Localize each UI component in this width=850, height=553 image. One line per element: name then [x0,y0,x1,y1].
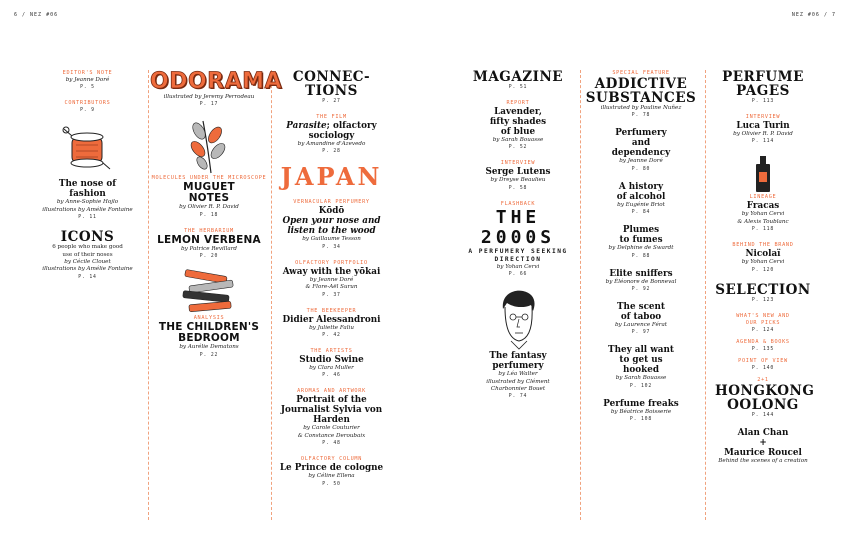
article-title: Elite sniffers [609,268,673,279]
page-number: P. 50 [322,481,341,487]
nose-of-fashion-entry [40,179,135,221]
childrens-bedroom-entry [150,315,268,358]
article-title: The fantasy perfumery [489,351,547,372]
flashback-entry [462,201,574,278]
article-subtitle: Open your nose and listen to the wood [282,216,381,237]
subtitle: A PERFUMERY SEEKING DIRECTION [468,247,568,263]
byline: by Jeanne Doré [309,276,354,283]
addictive-entry [584,70,698,119]
page-number: P. 124 [751,327,775,333]
byline: by Sarah Bouasse [492,137,544,143]
taboo-entry [584,302,698,336]
kicker: MOLECULES UNDER THE MICROSCOPE [151,175,267,182]
byline: by Jeanne Doré [619,158,663,165]
article-title: Didier Alessandroni [282,314,381,325]
article-title: The nose of fashion [58,179,117,200]
kicker: INTERVIEW [500,160,536,167]
article-title: Alan Chan [737,427,789,438]
page-number: P. 9 [80,108,95,114]
section-title: THE 2000S [480,206,556,248]
editors-note-entry [40,70,135,91]
page-number: P. 37 [322,292,341,298]
kicker: BEHIND THE BRAND [732,242,794,249]
column-1 [40,70,135,290]
byline: by Olivier R. P. David [733,131,793,137]
byline: by Cécile Clouet [64,259,111,266]
byline: by Sarah Bouasse [615,375,667,382]
yokai-entry [274,260,389,299]
dependency-entry [584,128,698,172]
kicker: LINEAGE [749,194,777,201]
byline: by Guillaume Tesson [302,236,361,243]
byline: by Dreyse Beaulieu [490,177,546,184]
page-number: P. 48 [322,441,341,447]
byline: by Jeanne Doré [65,77,110,83]
agenda-entry [710,339,816,353]
description: Behind the scenes of a creation [718,457,808,464]
point-of-view-entry [710,358,816,372]
kicker: 2+1 [757,376,769,383]
article-title: Perfumery and dependency [611,128,671,159]
column-divider [148,70,149,520]
running-head-left: 6 / NEZ #06 [14,12,59,18]
kicker: AGENDA & BOOKS [736,338,790,345]
kicker: OLFACTORY PORTFOLIO [295,259,368,266]
page-number: P. 42 [322,333,341,339]
page-number: P. 20 [199,254,219,260]
section-title: ADDICTIVE SUBSTANCES [585,76,697,106]
byline: by Olivier R. P. David [179,204,239,211]
article-title: THE CHILDREN'S BEDROOM [158,321,260,345]
sniffers-entry [584,269,698,293]
kicker: FLASHBACK [500,200,536,207]
hooked-entry [584,345,698,389]
column-6 [710,70,816,474]
column-divider [705,70,706,520]
article-title: Serge Lutens [485,167,551,178]
byline: by Éléonore de Bonneval [605,278,677,285]
page-number: P. 78 [631,113,651,119]
kicker: EDITOR'S NOTE [62,70,113,76]
column-divider [580,70,581,520]
page-number: P. 97 [631,330,651,336]
kicker: VERNACULAR PERFUMERY [293,199,370,206]
lavender-entry [462,100,574,151]
alan-chan-entry [710,428,816,465]
article-title: Le Prince de cologne [279,463,384,474]
japan-entry [274,164,389,190]
odorama-entry [150,69,283,108]
column-5 [584,70,698,432]
article-title: Lavender, fifty shades of blue [489,107,547,137]
article-title: MUGUET NOTES [183,181,235,205]
byline-2: & Alexis Toublanc [737,218,789,225]
fracas-entry [710,194,816,233]
turin-entry [710,114,816,145]
section-title: ODORAMA [150,69,283,94]
kicker: THE FILM [316,114,347,120]
byline: by Béatrice Boisserie [610,408,672,415]
section-title: MAGAZINE [472,69,564,85]
illustrator: illustrations by Amélie Fontaine [42,266,133,273]
page-number: P. 80 [631,166,651,172]
kicker: SPECIAL FEATURE [612,70,670,76]
page-number: P. 18 [199,212,219,218]
page-number: P. 118 [751,227,775,233]
byline: by Yohan Cervi [741,211,785,218]
kicker: INTERVIEW [745,114,781,120]
kicker: WHAT'S NEW AND OUR PICKS [736,312,790,326]
page-number: P. 46 [322,373,341,379]
page-number: P. 34 [322,244,341,250]
kicker: THE ARTISTS [310,348,353,355]
page-number: P. 84 [631,210,651,216]
page-number: P. 92 [631,287,651,293]
lemon-verbena-entry [150,228,268,260]
leaf-branch-illustration [150,117,268,175]
page-number: P. 140 [751,365,775,371]
page-number: P. 22 [199,352,219,358]
kicker: THE BEEKEEPER [306,307,357,314]
article-title: A history of alcohol [616,181,666,202]
face-portrait-illustration [462,287,574,351]
article-title: Away with the yōkai [282,266,381,277]
byline-2: & Constance Deroubaix [297,432,366,439]
plumes-entry [584,225,698,259]
byline: by Carole Couturier [303,425,360,432]
section-title: PERFUME PAGES [722,69,804,99]
didier-entry [274,308,389,339]
kodo-entry [274,199,389,250]
section-title: JAPAN [280,162,383,192]
plus-sign: + [759,437,767,448]
page-number: P. 52 [508,145,528,151]
column-2 [150,69,283,368]
page-number: P. 144 [751,412,775,418]
article-title: The scent of taboo [617,302,665,323]
studio-swine-entry [274,348,389,379]
column-3 [274,70,389,497]
article-title: ; olfactory sociology [308,121,377,141]
article-title: Kōdō [318,206,345,217]
kicker: OLFACTORY COLUMN [300,456,363,463]
icons-entry [40,230,135,281]
perfume-pages-entry [710,70,816,105]
perfume-bottle-illustration [710,154,816,194]
crayons-illustration [150,269,268,315]
page-number: P. 66 [508,272,528,278]
portrait-entry [274,388,389,447]
magazine-entry [462,70,574,91]
illustrator: illustrated by Pauline Nuñez [600,105,682,111]
article-title: Nicolaï [745,249,781,260]
page-number: P. 120 [751,267,775,273]
hongkong-entry [710,377,816,419]
contributors-entry [40,100,135,114]
section-title: ICONS [60,229,115,246]
article-title: Perfume freaks [603,398,679,409]
thread-spool-illustration [40,123,135,173]
byline: by Yohan Cervi [741,259,785,266]
page-number: P. 123 [751,297,775,303]
nicolai-entry [710,242,816,273]
article-title-2: Maurice Roucel [724,447,802,458]
alcohol-entry [584,182,698,216]
illustrator: illustrated by Jeremy Perrodeau [163,94,255,100]
page-number: P. 102 [629,383,653,389]
byline: by Delphine de Swardt [608,245,674,252]
byline-2: & Flore-Aël Surun [305,284,358,291]
page-number: P. 17 [199,102,219,108]
byline: by Amandine d'Azevedo [297,141,366,147]
column-4 [462,70,574,409]
article-title-italic: Parasite [286,121,327,131]
freaks-entry [584,399,698,423]
kicker: POINT OF VIEW [738,357,788,364]
article-title: Plumes to fumes [619,225,663,246]
page-number: P. 135 [751,346,775,352]
article-title: They all want to get us hooked [608,345,674,376]
byline: by Eugénie Briot [617,201,665,208]
lutens-entry [462,160,574,191]
section-title: CONNEC- TIONS [292,69,371,99]
byline: by Juliette Faliu [309,324,354,331]
page-number: P. 27 [322,99,341,104]
page-number: P. 5 [80,85,95,91]
byline: by Aurélie Dematons [179,344,239,351]
whats-new-entry [710,313,816,334]
page-number: P. 108 [629,417,653,423]
article-title: Portrait of the Journalist Sylvia von Harden [280,395,383,426]
article-title: LEMON VERBENA [157,233,261,246]
kicker: ANALYSIS [193,315,225,322]
article-title: Luca Turin [736,121,790,131]
fantasy-entry [462,351,574,400]
byline: by Clara Muller [309,365,354,372]
page-number: P. 11 [78,215,97,221]
kicker: AROMAS AND ARTWORK [297,388,366,395]
kicker: CONTRIBUTORS [64,100,111,107]
byline: by Yohan Cervi [496,263,540,270]
film-entry [274,114,389,155]
page-number: P. 51 [508,85,528,90]
selection-entry [710,283,816,304]
byline: by Anne-Sophie Hojlo [56,199,119,206]
section-title: HONGKONG OOLONG [715,382,815,413]
muguet-entry [150,175,268,218]
byline: by Léa Walter [498,371,538,378]
running-head-right: NEZ #06 / 7 [791,12,836,18]
byline: by Céline Ellena [308,473,355,480]
section-title: SELECTION [715,281,811,298]
page-number: P. 74 [508,394,528,400]
article-title: Fracas [746,201,780,212]
kicker: REPORT [506,100,530,106]
kicker: THE HERBARIUM [184,227,234,234]
article-title: Studio Swine [299,355,364,366]
cologne-entry [274,456,389,487]
connections-entry [274,70,389,105]
description: 6 people who make good use of their noses [52,244,123,258]
page-number: P. 14 [78,274,97,280]
page-number: P. 88 [631,253,651,259]
illustrator: illustrated by Clément Charbonnier Bouet [486,378,550,393]
page-number: P. 28 [322,149,341,155]
illustrator: illustrations by Amélie Fontaine [42,206,133,213]
page-number: P. 58 [508,185,528,191]
column-divider [271,70,272,520]
byline: by Laurence Férat [614,322,668,329]
page-number: P. 113 [751,99,775,104]
byline: by Patrice Revillard [181,245,237,252]
page-number: P. 114 [751,139,775,145]
